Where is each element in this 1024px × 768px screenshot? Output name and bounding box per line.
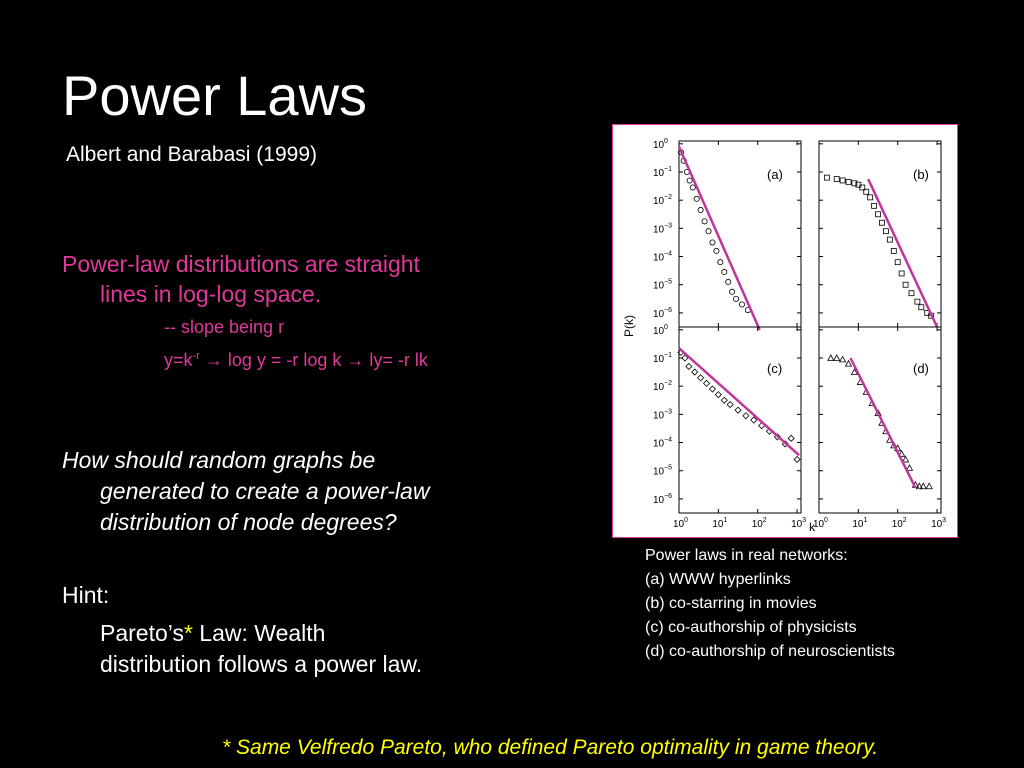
y-tick-label: 10 [653, 325, 665, 337]
data-point [834, 355, 840, 361]
data-point [686, 363, 692, 369]
data-point [915, 299, 920, 304]
x-tick-label: 3 [942, 517, 946, 524]
footnote: * Same Velfredo Pareto, who defined Pareto optimality in game theory. [222, 736, 879, 759]
x-tick-label: 10 [852, 519, 864, 530]
x-tick-label: 10 [931, 519, 943, 530]
panel-frame [679, 327, 801, 513]
data-point [879, 220, 884, 225]
fit-line [679, 147, 760, 330]
data-point [743, 413, 749, 419]
power-law-figure [612, 124, 958, 538]
pareto-line-1 [100, 618, 540, 649]
question-line-2: generated to create a power-law [100, 478, 430, 504]
data-point [899, 271, 904, 276]
data-point [698, 375, 704, 381]
y-tick-label: 10 [653, 196, 665, 208]
data-point [722, 269, 727, 274]
data-point [727, 402, 733, 408]
y-tick-label: 10 [653, 466, 665, 478]
x-tick-label: 10 [751, 519, 763, 530]
data-point [730, 289, 735, 294]
y-tick-label: 10 [653, 494, 665, 506]
x-tick-label: 0 [684, 517, 688, 524]
data-point [903, 282, 908, 287]
x-tick-label: 3 [802, 517, 806, 524]
question-line-1: How should random graphs be [62, 447, 376, 473]
y-tick-label: −6 [664, 306, 672, 314]
data-point [794, 456, 800, 462]
data-point [706, 229, 711, 234]
data-point [872, 203, 877, 208]
data-point [733, 296, 738, 301]
data-point [883, 229, 888, 234]
y-tick-label: −3 [664, 408, 672, 416]
question-line-3: distribution of node degrees? [100, 509, 397, 535]
power-law-chart [613, 125, 957, 537]
data-point [788, 435, 794, 441]
pareto-law: Law: Wealth [192, 620, 326, 646]
data-point [887, 237, 892, 242]
y-tick-label: 10 [653, 438, 665, 450]
figure-caption [645, 544, 895, 664]
x-tick-label: 2 [902, 517, 907, 524]
fit-line [868, 179, 937, 327]
y-tick-label: −4 [664, 250, 672, 258]
data-point [876, 212, 881, 217]
x-tick-label: 2 [762, 517, 767, 524]
data-point [739, 302, 744, 307]
data-point [824, 175, 829, 180]
data-point [714, 248, 719, 253]
pareto-line-2: distribution follows a power law. [100, 651, 423, 677]
y-tick-label: 10 [653, 139, 665, 151]
x-tick-label: 10 [813, 519, 825, 530]
y-tick-label: 10 [653, 410, 665, 422]
data-point [694, 196, 699, 201]
data-point [690, 185, 695, 190]
y-tick-label: −2 [664, 380, 672, 388]
data-point [709, 386, 715, 392]
data-point [702, 219, 707, 224]
y-axis-label: P(k) [622, 315, 636, 337]
caption-line: Power laws in real networks: [645, 547, 848, 564]
data-point [735, 407, 741, 413]
y-tick-label: 10 [653, 354, 665, 365]
caption-line: (d) co-authorship of neuroscientists [645, 643, 895, 660]
caption-line: (a) WWW hyperlinks [645, 571, 791, 588]
caption-line: (b) co-starring in movies [645, 595, 817, 612]
pareto-name: Pareto’s [100, 620, 184, 646]
x-tick-label: 10 [712, 519, 724, 530]
data-point [828, 355, 834, 361]
arrow-icon: → [204, 350, 223, 370]
data-point [846, 361, 852, 367]
panel-label: (b) [913, 167, 929, 182]
y-tick-label: −2 [664, 194, 672, 202]
y-tick-label: 10 [653, 382, 665, 394]
y-tick-label: 10 [653, 280, 665, 292]
bullet-line-1: Power-law distributions are straight [62, 251, 420, 277]
data-point [834, 177, 839, 182]
data-point [687, 178, 692, 183]
bullet-line-2: lines in log-log space. [100, 281, 322, 307]
y-tick-label: 10 [653, 252, 665, 264]
y-tick-label: −5 [664, 464, 672, 472]
data-point [721, 397, 727, 403]
data-point [704, 380, 710, 386]
x-tick-label: 10 [891, 519, 903, 530]
panel-label: (a) [767, 167, 783, 182]
data-point [692, 369, 698, 375]
data-point [840, 178, 845, 183]
pareto-text [100, 618, 540, 680]
data-point [718, 260, 723, 265]
y-tick-label: −1 [664, 352, 672, 359]
data-point [909, 291, 914, 296]
equation-part-a: y=k [164, 350, 193, 370]
page-title: Power Laws [62, 64, 368, 127]
sub-bullet-equation [164, 345, 428, 371]
data-point [868, 195, 873, 200]
pareto-star: * [183, 620, 193, 646]
caption-line: (c) co-authorship of physicists [645, 619, 857, 636]
x-tick-label: 10 [673, 519, 685, 530]
equation-part-b: log y = -r log k [222, 350, 347, 370]
y-tick-label: 10 [653, 224, 665, 236]
panel-label: (d) [913, 361, 929, 376]
y-tick-label: 10 [653, 168, 665, 179]
equation-exponent: -r [192, 350, 200, 362]
data-point [891, 248, 896, 253]
y-tick-label: −6 [664, 492, 672, 500]
equation-part-c: ly= -r lk [364, 350, 428, 370]
question-text [62, 445, 532, 538]
page-subtitle: Albert and Barabasi (1999) [66, 143, 317, 166]
arrow-icon: → [346, 350, 365, 370]
data-point [846, 179, 851, 184]
y-tick-label: 0 [664, 323, 668, 331]
data-point [840, 356, 846, 362]
x-tick-label: 10 [791, 519, 803, 530]
data-point [726, 279, 731, 284]
data-point [895, 260, 900, 265]
x-tick-label: 0 [824, 517, 828, 524]
y-tick-label: −4 [664, 436, 672, 444]
y-tick-label: −1 [664, 166, 672, 173]
bullet-power-law [62, 249, 522, 309]
fit-line [850, 358, 915, 488]
panel-label: (c) [767, 361, 783, 376]
x-axis-label: k [809, 520, 815, 534]
y-tick-label: 0 [664, 137, 668, 145]
data-point [710, 240, 715, 245]
y-tick-label: 10 [653, 308, 665, 320]
y-tick-label: −3 [664, 222, 672, 230]
data-point [715, 392, 721, 398]
sub-bullet-slope: -- slope being r [164, 317, 285, 337]
data-point [919, 305, 924, 310]
y-tick-label: −5 [664, 278, 672, 286]
x-tick-label: 1 [863, 517, 868, 524]
data-point [698, 207, 703, 212]
hint-label: Hint: [62, 582, 110, 608]
x-tick-label: 1 [723, 517, 728, 524]
data-point [926, 483, 932, 489]
